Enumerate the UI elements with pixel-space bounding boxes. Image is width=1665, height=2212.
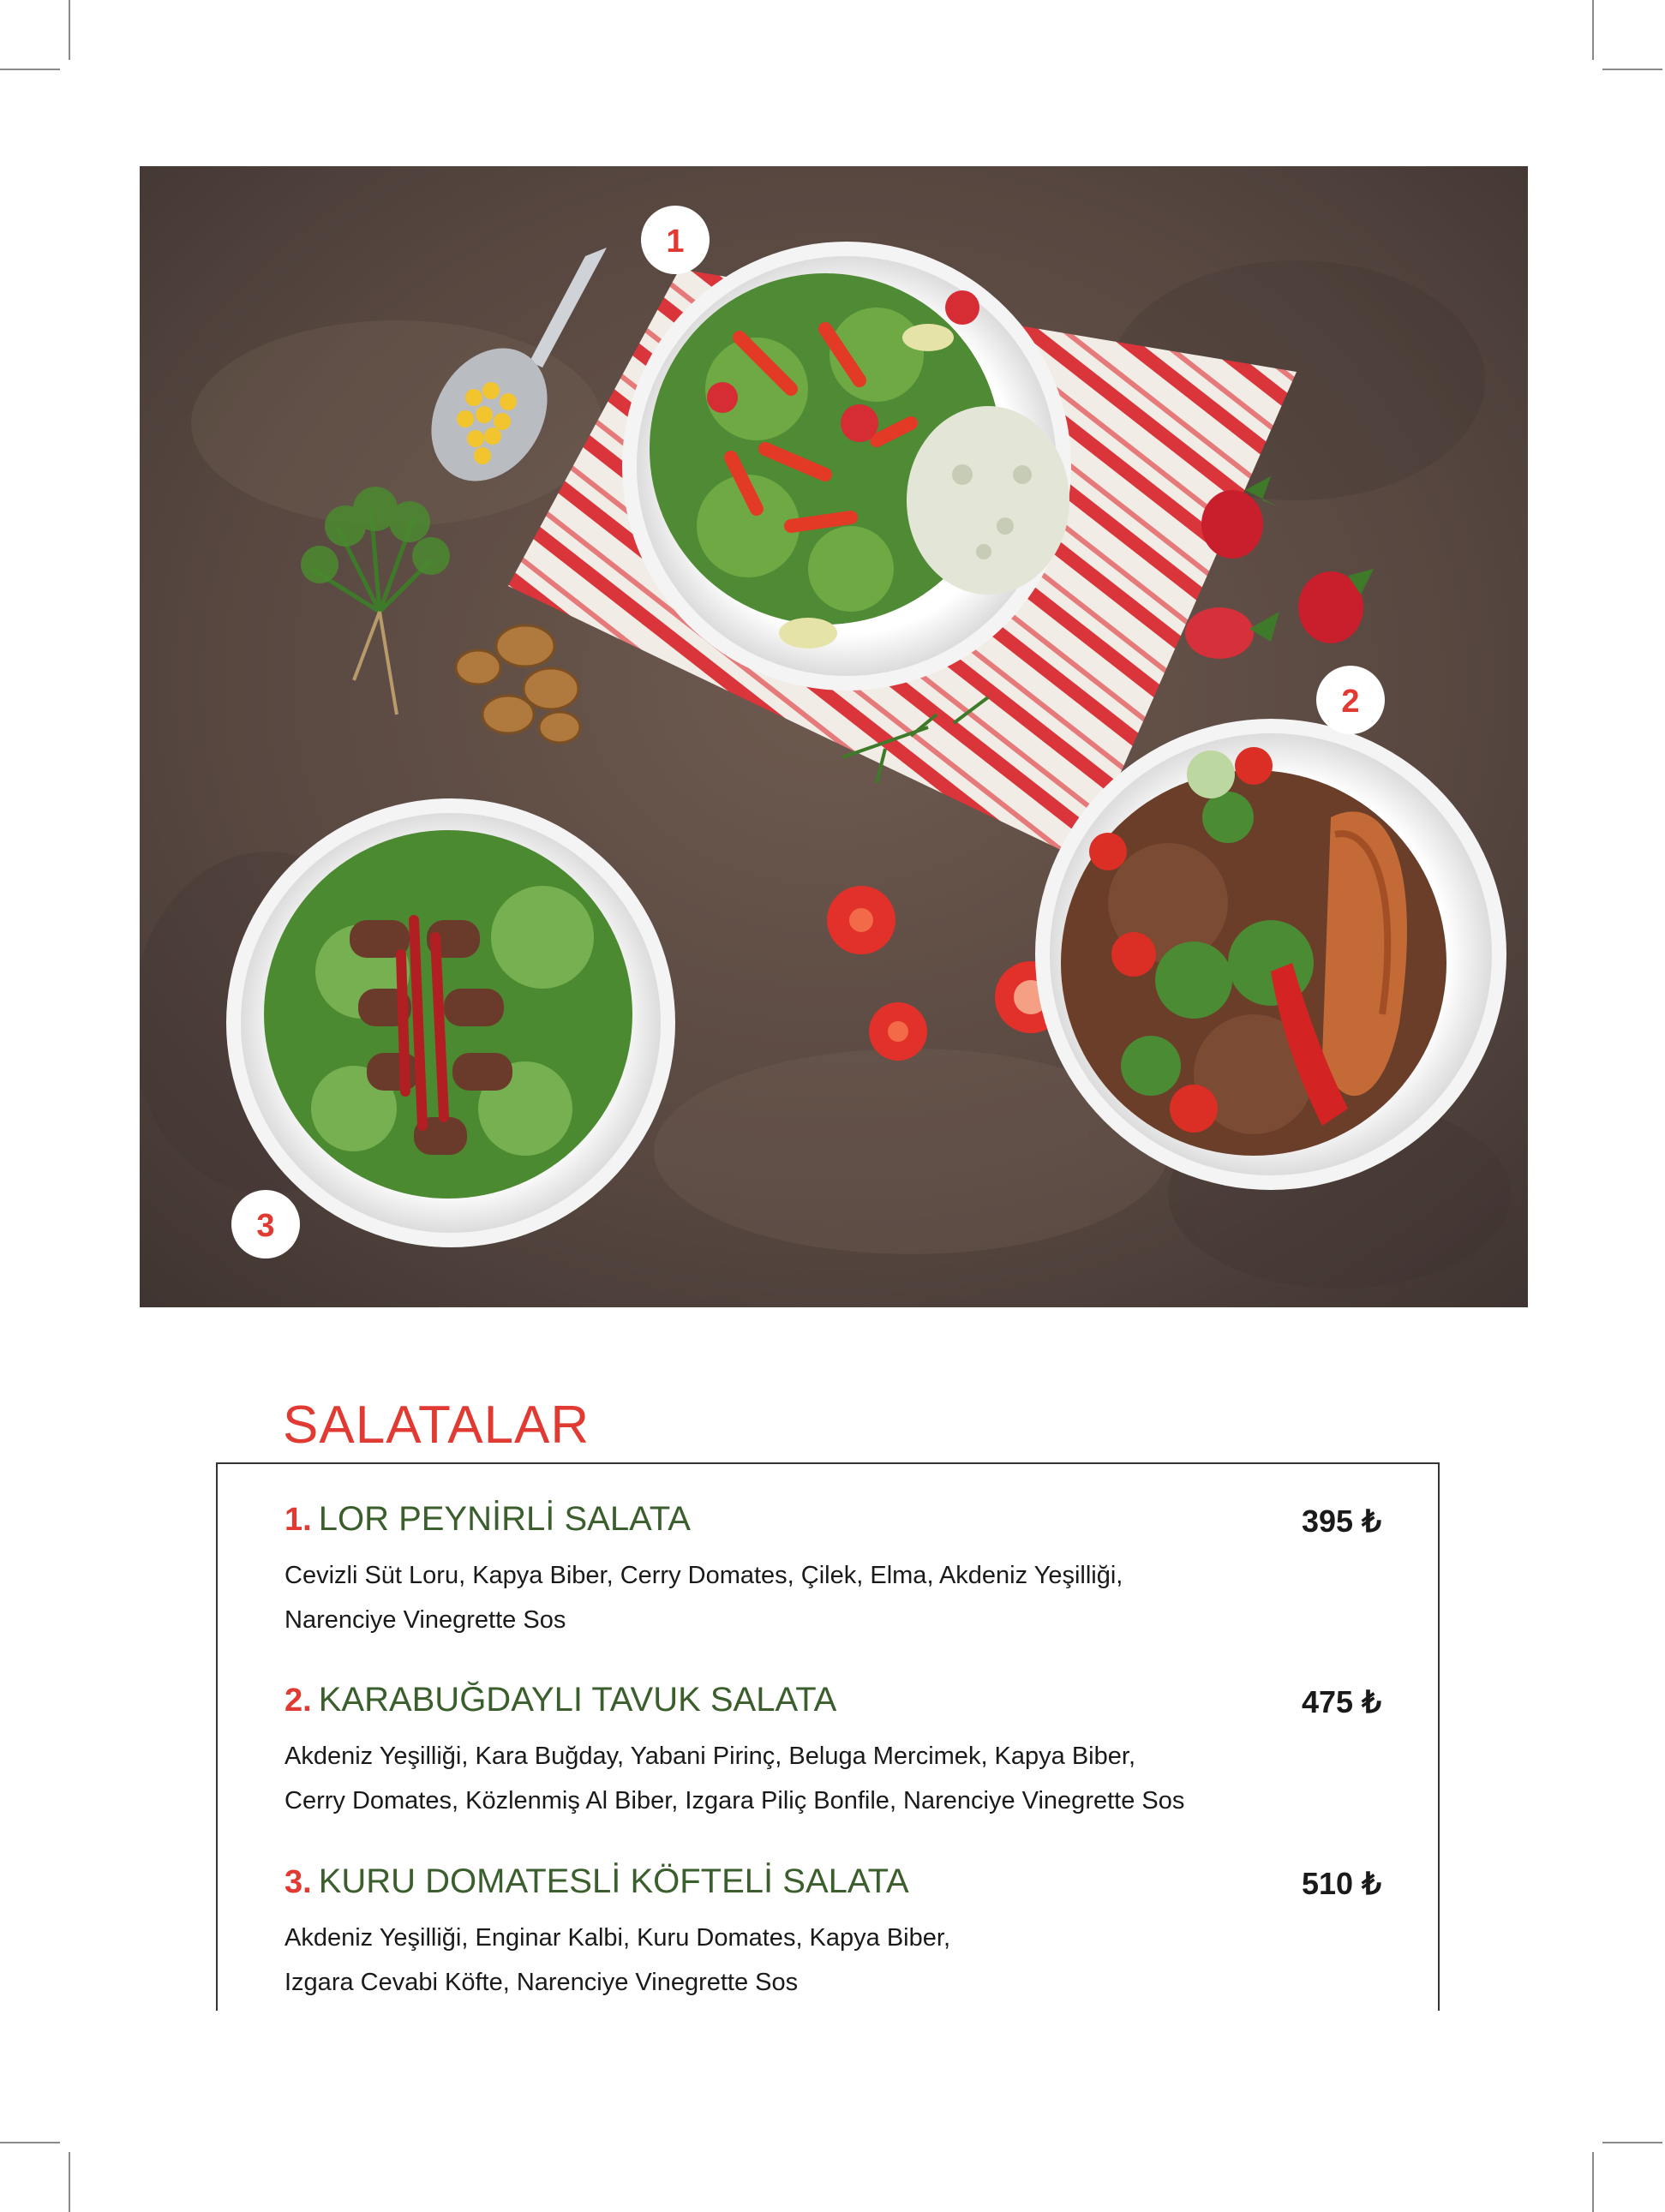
item-price — [1302, 1684, 1381, 1720]
item-description — [284, 1916, 1313, 2005]
item-description-line: Akdeniz Yeşilliği, Enginar Kalbi, Kuru Domates, Kapya Biber, — [284, 1924, 950, 1952]
item-price — [1302, 1866, 1381, 1902]
badge-1 — [641, 206, 710, 274]
item-description-line: Cevizli Süt Loru, Kapya Biber, Cerry Domates, Çilek, Elma, Akdeniz Yeşilliği, — [284, 1562, 1123, 1589]
crop-mark — [1602, 69, 1662, 70]
crop-mark — [69, 2152, 70, 2212]
item-number: 2. — [284, 1683, 312, 1719]
menu-item-2 — [284, 1681, 1381, 1823]
item-price — [1302, 1504, 1381, 1539]
svg-text:1: 1 — [666, 224, 685, 260]
badge-3 — [231, 1190, 300, 1258]
currency-symbol: ₺ — [1362, 1684, 1381, 1719]
currency-symbol: ₺ — [1362, 1504, 1381, 1539]
item-description-line: Izgara Cevabi Köfte, Narenciye Vinegrette Sos — [284, 1969, 799, 1996]
crop-mark — [69, 0, 70, 60]
salad-photo-illustration — [140, 166, 1528, 1307]
salad-photo — [140, 166, 1528, 1307]
crop-mark — [1602, 2142, 1662, 2143]
item-description — [284, 1734, 1313, 1823]
price-value: 510 — [1302, 1866, 1354, 1901]
price-value: 475 — [1302, 1684, 1354, 1719]
menu-item-header — [284, 1862, 1381, 1914]
menu-title: SALATALAR — [283, 1396, 590, 1455]
svg-text:2: 2 — [1341, 684, 1360, 720]
item-number: 3. — [284, 1864, 312, 1900]
crop-mark — [0, 2142, 60, 2143]
crop-mark — [0, 69, 60, 70]
menu-item-3 — [284, 1862, 1381, 2005]
item-description-line: Narenciye Vinegrette Sos — [284, 1606, 566, 1634]
crop-mark — [1592, 2152, 1594, 2212]
menu-item-1 — [284, 1500, 1381, 1642]
item-description — [284, 1553, 1313, 1642]
menu-item-header — [284, 1500, 1381, 1551]
badge-2 — [1316, 666, 1385, 734]
item-name: LOR PEYNİRLİ SALATA — [318, 1500, 691, 1538]
bowl-2 — [1035, 719, 1506, 1190]
item-description-line: Cerry Domates, Közlenmiş Al Biber, Izgara Piliç Bonfile, Narenciye Vinegrette Sos — [284, 1787, 1185, 1814]
bowl-3 — [226, 798, 675, 1247]
price-value: 395 — [1302, 1504, 1354, 1539]
currency-symbol: ₺ — [1362, 1866, 1381, 1901]
crop-mark — [1592, 0, 1594, 60]
item-name: KURU DOMATESLİ KÖFTELİ SALATA — [318, 1862, 909, 1900]
bowl-1 — [622, 242, 1071, 691]
menu-box — [216, 1462, 1440, 2011]
menu-item-header — [284, 1681, 1381, 1732]
svg-text:3: 3 — [256, 1208, 275, 1244]
item-number: 1. — [284, 1502, 312, 1538]
item-name: KARABUĞDAYLI TAVUK SALATA — [318, 1681, 837, 1719]
item-description-line: Akdeniz Yeşilliği, Kara Buğday, Yabani Pirinç, Beluga Mercimek, Kapya Biber, — [284, 1743, 1135, 1770]
